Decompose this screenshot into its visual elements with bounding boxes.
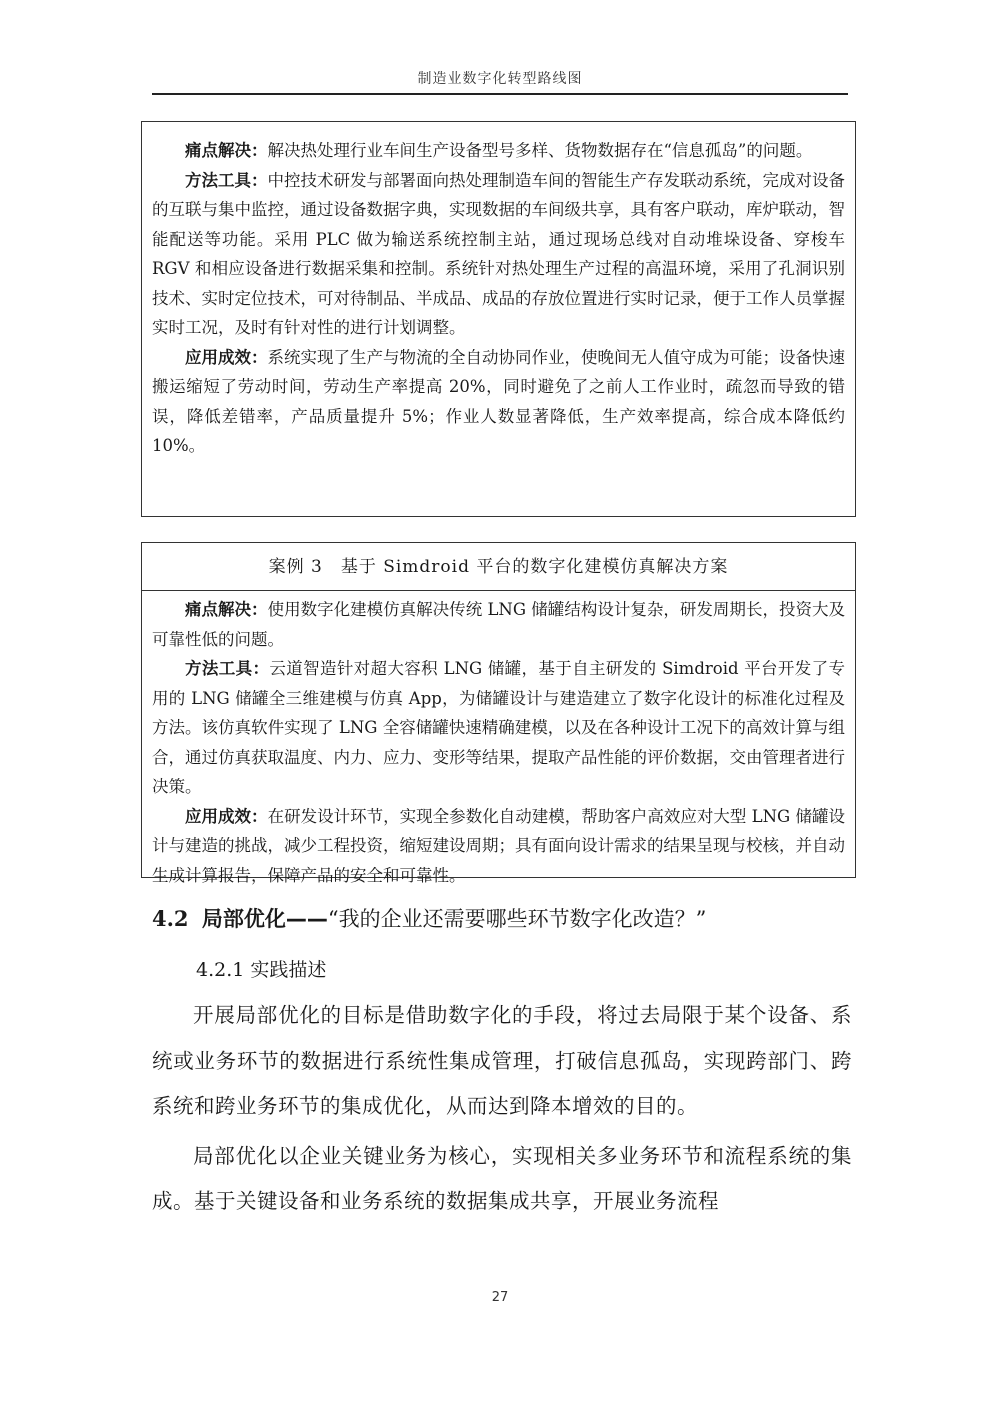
method-paragraph bbox=[152, 166, 845, 343]
method-text: 云道智造针对超大容积 LNG 储罐，基于自主研发的 Simdroid 平台开发了专用的 LNG 储罐全三维建模与仿真 App，为储罐设计与建造建立了数字化设计的标准化过程及方法。该仿真软件实现了 LNG 全容储罐快速精确建模，以及在各种设计工况下的高效计算与组合，通过仿真获取温度、内力、应力、变形等结果，提取产品性能的评价数据，交由管理者进行决策。 bbox=[152, 659, 845, 796]
method-paragraph bbox=[152, 654, 845, 802]
section-title-rest: “我的企业还需要哪些环节数字化改造？” bbox=[327, 907, 707, 931]
pain-point-paragraph bbox=[152, 595, 845, 654]
result-text: 系统实现了生产与物流的全自动协同作业，使晚间无人值守成为可能；设备快速搬运缩短了劳动时间，劳动生产率提高 20%，同时避免了之前人工作业时，疏忽而导致的错误，降低差错率，产品质量提升 5%；作业人数显著降低，生产效率提高，综合成本降低约 10%。 bbox=[152, 347, 845, 455]
method-text: 中控技术研发与部署面向热处理制造车间的智能生产存发联动系统，完成对设备的互联与集中监控，通过设备数据字典，实现数据的车间级共享，具有客户联动，库炉联动，智能配送等功能。采用 PLC 做为输送系统控制主站，通过现场总线对自动堆垛设备、穿梭车 RGV 和相应设备进行数据采集和控制。系统针对热处理生产过程的高温环境，采用了孔洞识别技术、实时定位技术，可对待制品、半成品、成品的存放位置进行实时记录，便于工作人员掌握实时工况，及时有针对性的进行计划调整。 bbox=[152, 170, 845, 337]
body-text bbox=[152, 993, 852, 1229]
method-label: 方法工具： bbox=[185, 659, 270, 678]
page-number: 27 bbox=[491, 1290, 509, 1305]
section-heading bbox=[152, 902, 852, 936]
case-title: 案例 3 基于 Simdroid 平台的数字化建模仿真解决方案 bbox=[142, 543, 855, 591]
pain-point-text: 使用数字化建模仿真解决传统 LNG 储罐结构设计复杂，研发周期长，投资大及可靠性低的问题。 bbox=[152, 600, 845, 649]
pain-point-label: 痛点解决： bbox=[185, 141, 268, 160]
case-box-3 bbox=[141, 542, 856, 885]
case-content bbox=[142, 591, 855, 890]
body-paragraph-1: 开展局部优化的目标是借助数字化的手段，将过去局限于某个设备、系统或业务环节的数据进行系统性集成管理，打破信息孤岛，实现跨部门、跨系统和跨业务环节的集成优化，从而达到降本增效的目的。 bbox=[152, 1003, 852, 1118]
pain-point-text: 解决热处理行业车间生产设备型号多样、货物数据存在“信息孤岛”的问题。 bbox=[267, 141, 813, 160]
result-text: 在研发设计环节，实现全参数化自动建模，帮助客户高效应对大型 LNG 储罐设计与建造的挑战，减少工程投资，缩短建设周期；具有面向设计需求的结果呈现与校核，并自动生成计算报告，保障产品的安全和可靠性。 bbox=[152, 806, 845, 885]
pain-point-label: 痛点解决： bbox=[185, 600, 268, 619]
result-paragraph bbox=[152, 802, 845, 891]
case-box-1 bbox=[141, 121, 856, 517]
pain-point-paragraph bbox=[152, 136, 845, 166]
method-label: 方法工具： bbox=[185, 170, 268, 190]
result-label: 应用成效： bbox=[185, 347, 268, 367]
section-title-bold: 局部优化—— bbox=[201, 907, 328, 931]
result-label: 应用成效： bbox=[185, 806, 268, 826]
result-paragraph bbox=[152, 343, 845, 461]
header-rule bbox=[152, 93, 848, 95]
body-paragraph-2: 局部优化以企业关键业务为核心，实现相关多业务环节和流程系统的集成。基于关键设备和业务系统的数据集成共享，开展业务流程 bbox=[152, 1143, 852, 1213]
subsection-heading: 4.2.1 实践描述 bbox=[196, 959, 327, 981]
section-number: 4.2 bbox=[152, 906, 189, 931]
running-header: 制造业数字化转型路线图 bbox=[417, 71, 583, 87]
